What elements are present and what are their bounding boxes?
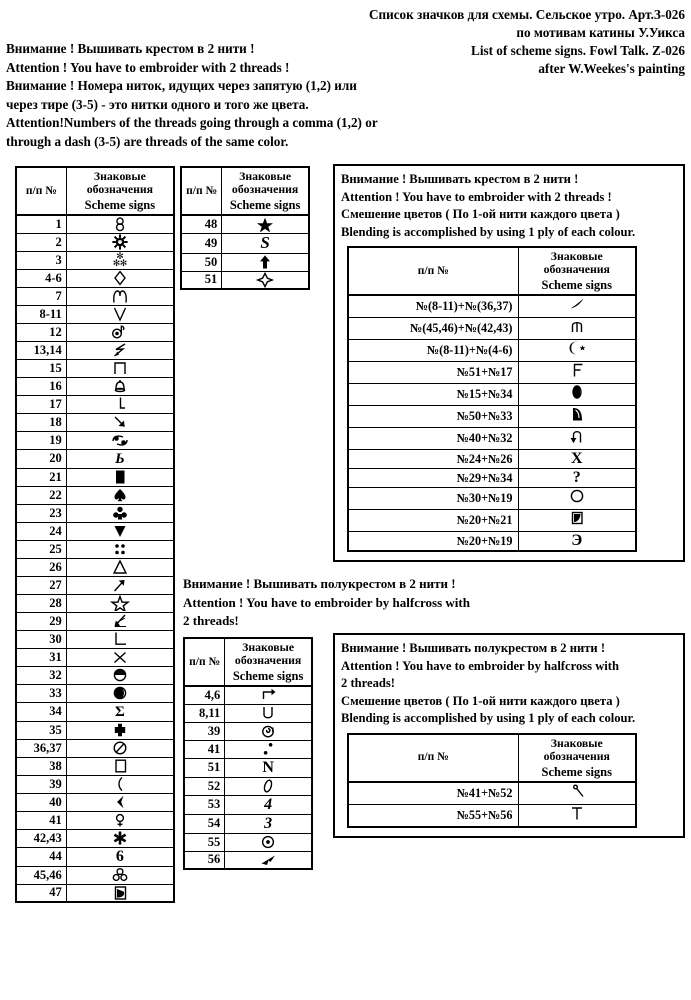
table-row (16, 612, 174, 630)
table-row (184, 758, 312, 777)
table-row (184, 814, 312, 833)
table-row (348, 406, 636, 428)
blend-cross-line-2: Attention ! You have to embroider with 2 threads ! (341, 189, 612, 204)
three-asterisks-icon (66, 251, 174, 269)
table-row (16, 504, 174, 522)
table-row (16, 323, 174, 341)
header-cell-sign: Знаковые обозначения Scheme signs (518, 734, 636, 782)
row-number-cell: 8-11 (16, 305, 66, 323)
spade-icon (66, 486, 174, 504)
row-number-cell: 26 (16, 558, 66, 576)
table-row (16, 793, 174, 811)
arch-gate-icon (518, 318, 636, 340)
halfcross-note-line-2: Attention ! You have to embroider by halfcross with (183, 594, 470, 610)
blend-half-body (348, 782, 636, 827)
table-row (16, 847, 174, 866)
row-number-cell: 22 (16, 486, 66, 504)
row-number-cell: 38 (16, 757, 66, 775)
right-step-arrow-icon (225, 686, 312, 704)
row-number-cell: 36,37 (16, 739, 66, 757)
aries-icon (66, 287, 174, 305)
blending-cross-table (347, 246, 637, 552)
row-number-cell: 15 (16, 359, 66, 377)
table-row (16, 594, 174, 612)
row-number-cell: №(45,46)+№(42,43) (348, 318, 518, 340)
cyrillic-soft-sign-icon: Ь (66, 449, 174, 468)
up-right-arrow-icon (66, 576, 174, 594)
circle-outline-icon (518, 488, 636, 510)
intro-instructions (6, 40, 436, 151)
filled-quarter-icon (518, 406, 636, 428)
table-row (184, 686, 312, 704)
halfcross-note-line-1: Внимание ! Вышивать полукрестом в 2 нити ! (183, 576, 456, 591)
star-outline-icon (66, 594, 174, 612)
table-row (184, 777, 312, 795)
header-cell-sign: Знаковые обозначения Scheme signs (225, 638, 312, 686)
header-line-4: after W.Weekes's painting (538, 61, 685, 76)
four-point-star-icon (222, 271, 309, 289)
row-number-cell: 1 (16, 215, 66, 233)
half-filled-circle-icon (66, 666, 174, 684)
table-row (348, 428, 636, 450)
row-number-cell: 4-6 (16, 269, 66, 287)
tee-shape-icon (518, 804, 636, 827)
table-row (16, 684, 174, 702)
lightning-arrow-icon (66, 341, 174, 359)
halfcross-note (183, 575, 513, 631)
main-table-body (16, 215, 174, 902)
table-row (16, 702, 174, 721)
row-number-cell: 52 (184, 777, 225, 795)
bell-icon (66, 377, 174, 395)
flag-pennant-icon (225, 851, 312, 869)
filled-flag-icon (518, 510, 636, 532)
table-row (184, 795, 312, 814)
table-row (16, 630, 174, 648)
digit-three-icon: 3 (225, 814, 312, 833)
row-number-cell: 48 (181, 215, 222, 233)
table-row (16, 413, 174, 431)
row-number-cell: 16 (16, 377, 66, 395)
spiral-note-icon (66, 323, 174, 341)
blend-cross-body (348, 295, 636, 551)
row-number-cell: 32 (16, 666, 66, 684)
down-left-arrow-icon (66, 612, 174, 630)
row-number-cell: №29+№34 (348, 469, 518, 488)
table-row (348, 362, 636, 384)
intro-line-4: через тире (3-5) - это нитки одного и того же цвета. (6, 96, 309, 112)
table-row (16, 721, 174, 739)
row-number-cell: 4,6 (184, 686, 225, 704)
second-sign-table (180, 166, 310, 290)
table-row (348, 340, 636, 362)
down-hook-arrow-icon (518, 428, 636, 450)
intro-line-5: Attention!Numbers of the threads going through a comma (1,2) or (6, 115, 378, 130)
table-row (16, 395, 174, 413)
letter-f-icon (518, 362, 636, 384)
table-row (16, 866, 174, 884)
row-number-cell: №51+№17 (348, 362, 518, 384)
table-row (16, 215, 174, 233)
row-number-cell: 17 (16, 395, 66, 413)
intro-line-1: Внимание ! Вышивать крестом в 2 нити ! (6, 41, 255, 56)
filled-sliver-icon (518, 295, 636, 318)
cross-x-icon (66, 648, 174, 666)
table-row (16, 431, 174, 449)
row-number-cell: 19 (16, 431, 66, 449)
blending-halfcross-box (333, 633, 685, 838)
row-number-cell: 39 (184, 722, 225, 740)
row-number-cell: 28 (16, 594, 66, 612)
crescent-filled-icon (66, 684, 174, 702)
header-line-2: по мотивам катины У.Уикса (516, 25, 685, 40)
left-paren-icon (66, 775, 174, 793)
blend-cross-line-3: Смешение цветов ( По 1-ой нити каждого цвета ) (341, 207, 620, 221)
header-cell-number: п/п № (348, 247, 518, 295)
row-number-cell: 55 (184, 833, 225, 851)
up-arrow-bold-icon (222, 253, 309, 271)
table-row (16, 486, 174, 504)
header-cell-number: п/п № (348, 734, 518, 782)
row-number-cell: №41+№52 (348, 782, 518, 805)
table-row (348, 384, 636, 406)
table-row (16, 558, 174, 576)
club-icon (66, 504, 174, 522)
row-number-cell: 13,14 (16, 341, 66, 359)
table-row (348, 804, 636, 827)
table-row (16, 829, 174, 847)
blend-half-line-4: Смешение цветов ( По 1-ой нити каждого цвета ) (341, 693, 620, 708)
two-dots-diagonal-icon (225, 740, 312, 758)
svg-text:✻: ✻ (119, 259, 128, 268)
row-number-cell: №15+№34 (348, 384, 518, 406)
cancer-icon (66, 431, 174, 449)
table-row (348, 510, 636, 532)
asterisk-bold-icon (66, 829, 174, 847)
intro-line-2: Attention ! You have to embroider with 2 threads ! (6, 59, 290, 75)
table-row (16, 811, 174, 829)
table-row (184, 704, 312, 722)
vee-icon (66, 305, 174, 323)
table-row (16, 377, 174, 395)
table-row (16, 287, 174, 305)
blend-half-line-3: 2 threads! (341, 676, 395, 690)
table-row (16, 757, 174, 775)
row-number-cell: 51 (181, 271, 222, 289)
table-row (16, 739, 174, 757)
table-row (16, 540, 174, 558)
question-mark-icon: ? (518, 469, 636, 488)
header-cell-number: п/п № (181, 167, 222, 215)
eta-icon (66, 359, 174, 377)
cyrillic-e-icon: Э (518, 532, 636, 552)
row-number-cell: 54 (184, 814, 225, 833)
intro-line-3: Внимание ! Номера ниток, идущих через запятую (1,2) или (6, 78, 357, 93)
second-table-body (181, 215, 309, 289)
row-number-cell: 34 (16, 702, 66, 721)
row-number-cell: 33 (16, 684, 66, 702)
row-number-cell: №40+№32 (348, 428, 518, 450)
left-pointer-icon (66, 793, 174, 811)
pin-line-icon (518, 782, 636, 805)
blend-cross-line-4: Blending is accomplished by using 1 ply of each colour. (341, 224, 636, 239)
row-number-cell: №50+№33 (348, 406, 518, 428)
row-number-cell: 31 (16, 648, 66, 666)
table-row (16, 359, 174, 377)
no-entry-slash-icon (66, 739, 174, 757)
row-number-cell: №(8-11)+№(36,37) (348, 295, 518, 318)
row-number-cell: №20+№19 (348, 532, 518, 552)
vertical-tick-icon (66, 395, 174, 413)
table-row (184, 722, 312, 740)
digit-six-icon: 6 (66, 847, 174, 866)
table-row (16, 576, 174, 594)
row-number-cell: 51 (184, 758, 225, 777)
svg-text:✻: ✻ (112, 259, 121, 268)
digit-four-icon: 4 (225, 795, 312, 814)
triangle-outline-icon (66, 558, 174, 576)
filled-teardrop-icon (518, 384, 636, 406)
crescent-star-icon (518, 340, 636, 362)
row-number-cell: №(8-11)+№(4-6) (348, 340, 518, 362)
row-number-cell: 12 (16, 323, 66, 341)
blend-half-line-1: Внимание ! Вышивать полукрестом в 2 нити ! (341, 641, 606, 655)
blend-half-line-5: Blending is accomplished by using 1 ply of each colour. (341, 711, 636, 725)
letter-u-icon (225, 704, 312, 722)
sigma-icon: Σ (66, 702, 174, 721)
letter-s-icon: S (222, 233, 309, 253)
blending-cross-box (333, 164, 685, 562)
table-row (181, 253, 309, 271)
square-outline-icon (66, 757, 174, 775)
letter-x-icon: X (518, 450, 636, 469)
header-cell-sign: Знаковые обозначения Scheme signs (222, 167, 309, 215)
row-number-cell: 3 (16, 251, 66, 269)
venus-icon (66, 811, 174, 829)
table-row (348, 450, 636, 469)
svg-text:✻: ✻ (116, 252, 124, 262)
letter-n-icon: N (225, 758, 312, 777)
table-row (16, 251, 174, 269)
header-cell-number: п/п № (16, 167, 66, 215)
table-row (16, 269, 174, 287)
dotted-circle-icon (225, 833, 312, 851)
table-row (16, 884, 174, 902)
table-row (348, 318, 636, 340)
diamond-outline-icon (66, 269, 174, 287)
double-loop-icon (66, 215, 174, 233)
row-number-cell: 21 (16, 468, 66, 486)
table-row (16, 449, 174, 468)
table-row (16, 522, 174, 540)
halfcross-sign-table (183, 637, 313, 870)
row-number-cell: 42,43 (16, 829, 66, 847)
row-number-cell: 20 (16, 449, 66, 468)
row-number-cell: 30 (16, 630, 66, 648)
intro-line-6: through a dash (3-5) are threads of the same color. (6, 133, 289, 149)
table-row (181, 215, 309, 233)
header-cell-sign: Знаковые обозначения Scheme signs (66, 167, 174, 215)
row-number-cell: 47 (16, 884, 66, 902)
blend-half-line-2: Attention ! You have to embroider by halfcross with (341, 658, 619, 673)
table-row (181, 271, 309, 289)
row-number-cell: 25 (16, 540, 66, 558)
row-number-cell: 44 (16, 847, 66, 866)
row-number-cell: №55+№56 (348, 804, 518, 827)
row-number-cell: 45,46 (16, 866, 66, 884)
filled-star-icon (222, 215, 309, 233)
table-row (16, 775, 174, 793)
table-row (348, 488, 636, 510)
down-right-arrow-icon (66, 413, 174, 431)
main-sign-table (15, 166, 175, 903)
halfcross-note-line-3: 2 threads! (183, 613, 239, 628)
spiral-g-icon (225, 722, 312, 740)
table-row (348, 295, 636, 318)
slanted-ellipse-icon (225, 777, 312, 795)
cross-plus-filled-icon (66, 721, 174, 739)
blending-halfcross-table (347, 733, 637, 828)
table-row (184, 833, 312, 851)
row-number-cell: 56 (184, 851, 225, 869)
table-row (348, 532, 636, 552)
row-number-cell: 40 (16, 793, 66, 811)
row-number-cell: 41 (16, 811, 66, 829)
table-row (16, 468, 174, 486)
header-line-1: Список значков для схемы. Сельское утро. Арт.З-026 (368, 7, 685, 22)
filled-square-icon (66, 468, 174, 486)
row-number-cell: 50 (181, 253, 222, 271)
table-row (16, 341, 174, 359)
table-row (16, 233, 174, 251)
half-table-body (184, 686, 312, 869)
blend-cross-line-1: Внимание ! Вышивать крестом в 2 нити ! (341, 172, 579, 186)
table-row (181, 233, 309, 253)
row-number-cell: №30+№19 (348, 488, 518, 510)
row-number-cell: №24+№26 (348, 450, 518, 469)
filled-down-triangle-icon (66, 522, 174, 540)
flag-blob-icon (66, 884, 174, 902)
row-number-cell: 35 (16, 721, 66, 739)
table-row (184, 851, 312, 869)
row-number-cell: 49 (181, 233, 222, 253)
row-number-cell: 2 (16, 233, 66, 251)
row-number-cell: 7 (16, 287, 66, 305)
row-number-cell: 18 (16, 413, 66, 431)
table-row (16, 648, 174, 666)
row-number-cell: 53 (184, 795, 225, 814)
row-number-cell: 27 (16, 576, 66, 594)
row-number-cell: 29 (16, 612, 66, 630)
row-number-cell: 23 (16, 504, 66, 522)
header-cell-number: п/п № (184, 638, 225, 686)
table-row (348, 469, 636, 488)
table-row (16, 666, 174, 684)
table-row (16, 305, 174, 323)
header-line-3: List of scheme signs. Fowl Talk. Z-026 (471, 43, 685, 58)
corner-bracket-icon (66, 630, 174, 648)
sun-burst-icon (66, 233, 174, 251)
header-cell-sign: Знаковые обозначения Scheme signs (518, 247, 636, 295)
row-number-cell: 24 (16, 522, 66, 540)
row-number-cell: 41 (184, 740, 225, 758)
row-number-cell: №20+№21 (348, 510, 518, 532)
table-row (184, 740, 312, 758)
row-number-cell: 8,11 (184, 704, 225, 722)
table-row (348, 782, 636, 805)
row-number-cell: 39 (16, 775, 66, 793)
four-dots-icon (66, 540, 174, 558)
trefoil-icon (66, 866, 174, 884)
